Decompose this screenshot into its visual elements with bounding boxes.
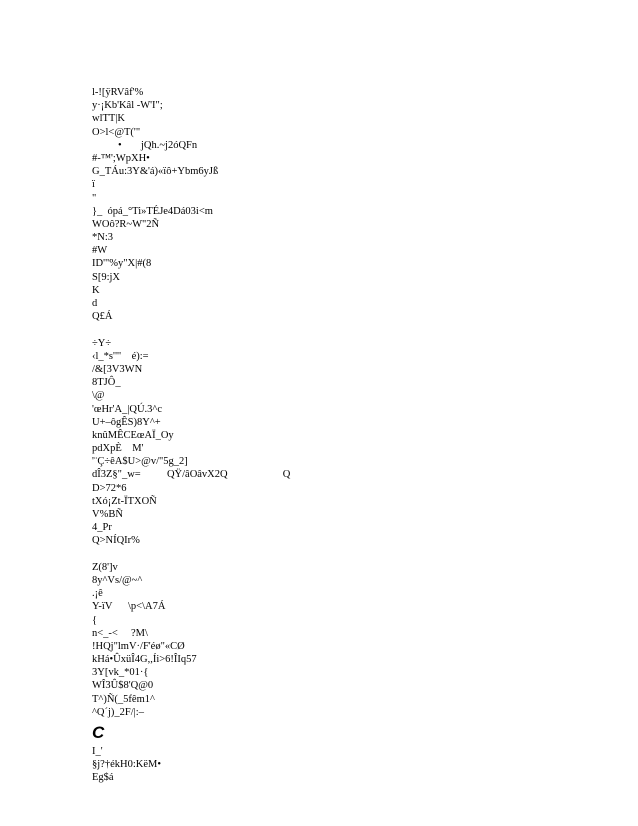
text-line: I_' (92, 746, 103, 757)
text-line: kHá•ÛxüÎ4G,,Íi>6!ÎIq57 (92, 654, 197, 666)
text-line: }_ ópá_°Ti»TÉJe4Dá03i<m (92, 205, 213, 217)
paragraph-gap (92, 548, 572, 561)
text-line: Y-ïV \p<\A7Á (92, 601, 166, 613)
bullet-text: jQh.~j2óQFn (141, 139, 198, 151)
text-line: V%BÑ (92, 509, 123, 520)
text-line: 'œHr'A_|QÚ.3^c (92, 403, 163, 415)
text-line: '¨Ç÷êA$U>@v/"5g_2] (92, 456, 188, 468)
text-line: K (92, 284, 100, 296)
text-line: ID'"%y"X|#(8 (92, 258, 152, 270)
text-line: ï (92, 179, 95, 191)
bullet-list-item (92, 139, 572, 152)
section-heading: C (92, 723, 105, 742)
text-line: { (92, 614, 98, 626)
text-line: §j?†ékH0:KëM• (92, 759, 161, 771)
text-line: #W (92, 245, 108, 257)
text-line: .¡ê (92, 588, 103, 600)
text-line: WOô?R~W"2Ñ (92, 218, 160, 230)
text-line: l-![ÿRVâf'% (92, 87, 144, 98)
text-line: O>l<@T('" (92, 126, 141, 138)
text-line: ‹l_*s'"' é):= (92, 350, 149, 362)
text-line: pdXpÈ M' (92, 443, 144, 455)
text-line: wlTT|K (92, 113, 126, 125)
text-line: \@ (92, 390, 105, 402)
text-line: U+–ôgÊS)8Y^+ (92, 416, 161, 428)
text-line: n<_-< ?M\ (92, 627, 148, 639)
text-line: 4_Pr (92, 522, 112, 534)
text-line: !HQj"lmV·/F'éø"«CØ (92, 640, 185, 652)
text-line: tXó¡Zt-ÏTXOÑ (92, 495, 157, 507)
text-line: ^Q´j)_2F/|:– (92, 706, 144, 718)
text-line: *N:3 (92, 232, 113, 244)
text-line: WÎ3Û$8'Q@0 (92, 680, 154, 692)
text-line: 3Y[vk_*01·{ (92, 667, 149, 679)
text-line: S[9:jX (92, 271, 121, 283)
text-line: d (92, 298, 98, 309)
text-line: dÎ3Z§"_w= QŸ/âOâvX2Q Q (92, 469, 291, 481)
text-line: y·¡Kb'Kâl -W'I"; (92, 100, 163, 112)
text-line: Eg$á (92, 772, 114, 784)
text-line: Q£Á (92, 311, 113, 323)
paragraph-gap (92, 323, 572, 336)
text-line: #-™';WpXH• (92, 152, 150, 164)
text-line: T^)Ñ(_5fêm1^ (92, 693, 155, 705)
text-line: knûMÊCEœAÏ_Oy (92, 429, 174, 441)
text-line: Q>NÍQIr% (92, 535, 140, 547)
text-line: D>72*6 (92, 482, 127, 494)
text-line: G_TÁu:3Y&'á)«ïô+Ybm6yJß (92, 166, 219, 178)
bullet-icon: • (118, 139, 122, 151)
document-body (92, 86, 572, 785)
text-line: Z(8']v (92, 561, 118, 573)
text-line: ÷Y÷ (92, 337, 112, 349)
text-line: /&[3V3WN (92, 363, 143, 375)
text-line: 8y^Vs/@~^ (92, 574, 143, 586)
text-line: " (92, 192, 97, 204)
text-line: 8TJÔ_ (92, 377, 121, 389)
